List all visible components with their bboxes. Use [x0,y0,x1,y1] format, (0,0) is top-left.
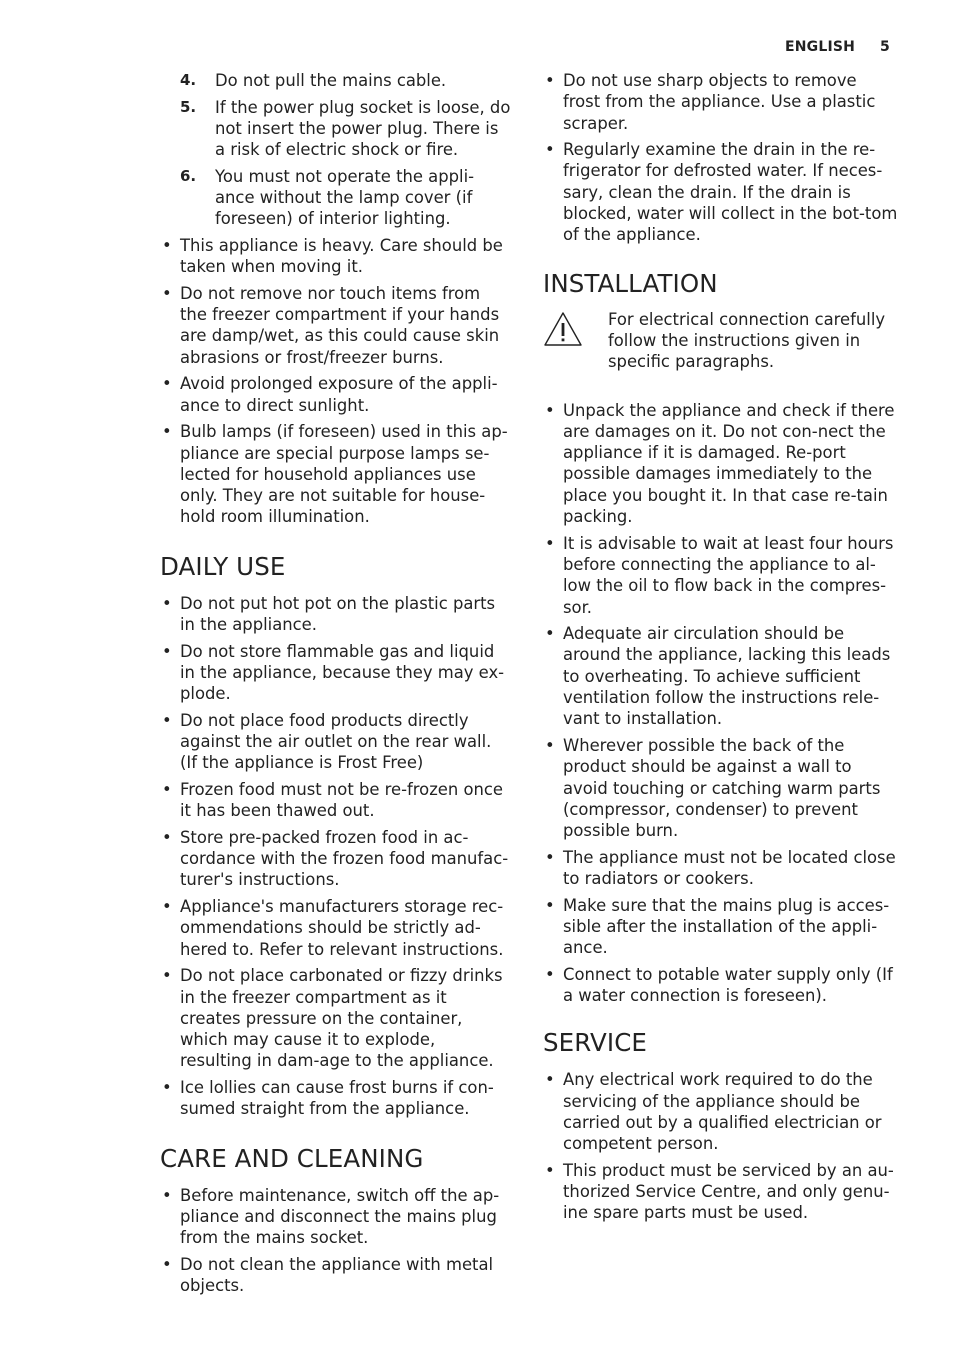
item-text: Do not pull the mains cable. [215,71,447,90]
item-number: 5. [180,97,197,116]
list-item: • Adequate air circulation should be around the appliance, lacking this leads to overheating. To achieve sufficient ventilation follow the instructions rele-vant to installation. [543,623,898,729]
list-item: • Before maintenance, switch off the ap-pliance and disconnect the mains plug from the mains socket. [160,1185,512,1249]
cleaning-continued-list [543,70,898,246]
list-item: • Connect to potable water supply only (If a water connection is foreseen). [543,964,898,1007]
list-item: • Do not clean the appliance with metal objects. [160,1254,512,1297]
numbered-item [180,70,512,91]
list-item: • Bulb lamps (if foreseen) used in this ap-pliance are special purpose lamps se-lected for household appliances use only. They are not suitable for house-hold room illumination. [160,421,512,527]
right-column [543,70,898,1229]
left-column [160,70,512,1302]
list-item: • Avoid prolonged exposure of the appli-ance to direct sunlight. [160,373,512,416]
item-number: 4. [180,71,197,89]
list-item: • Do not remove nor touch items from the freezer compartment if your hands are damp/wet, as this could cause skin abrasions or frost/freezer burns. [160,283,512,368]
safety-bullet-list [160,235,512,528]
list-item: • Ice lollies can cause frost burns if con-sumed straight from the appliance. [160,1077,512,1120]
section-title-service: SERVICE [543,1028,647,1058]
item-text: You must not operate the appli-ance without the lamp cover (if foreseen) of interior lighting. [215,166,475,229]
installation-warning [543,309,898,373]
list-item: • Store pre-packed frozen food in ac-cordance with the frozen food manufac-turer's instructions. [160,827,512,891]
page-number: 5 [880,39,890,55]
list-item: • Do not put hot pot on the plastic parts in the appliance. [160,593,512,636]
list-item: • Unpack the appliance and check if there are damages on it. Do not con-nect the appliance if it is damaged. Re-port possible damages immediately to the place you bought it. In that case re-tain packing. [543,400,898,528]
numbered-item [180,166,512,230]
list-item: • Do not place carbonated or fizzy drinks in the freezer compartment as it creates pressure on the container, which may cause it to explode, resulting in dam-age to the appliance. [160,965,512,1071]
numbered-list [180,70,512,230]
care-cleaning-list [160,1185,512,1297]
item-text: If the power plug socket is loose, do not insert the power plug. There is a risk of electric shock or fire. [215,97,511,160]
installation-list [543,400,898,1007]
numbered-item [180,97,512,161]
list-item: • Wherever possible the back of the product should be against a wall to avoid touching or catching warm parts (compressor, condenser) to prevent possible burn. [543,735,898,841]
list-item: • Regularly examine the drain in the re-frigerator for defrosted water. If neces-sary, clean the drain. If the drain is blocked, water will collect in the bot-tom of the appliance. [543,139,898,245]
list-item: • This product must be serviced by an au-thorized Service Centre, and only genu-ine spare parts must be used. [543,1160,898,1224]
list-item: • Do not place food products directly against the air outlet on the rear wall. (If the appliance is Frost Free) [160,710,512,774]
header-language: ENGLISH [785,39,856,55]
list-item: • Any electrical work required to do the servicing of the appliance should be carried out by a qualified electrician or competent person. [543,1069,898,1154]
service-list [543,1069,898,1223]
section-title-installation: INSTALLATION [543,268,718,298]
page-header [785,39,890,55]
list-item: • Appliance's manufacturers storage rec-ommendations should be strictly ad-hered to. Refer to relevant instructions. [160,896,512,960]
warning-text: For electrical connection carefully follow the instructions given in specific paragraphs. [608,309,886,372]
list-item: • It is advisable to wait at least four hours before connecting the appliance to al-low the oil to flow back in the compres-sor. [543,533,898,618]
list-item: • The appliance must not be located close to radiators or cookers. [543,847,898,890]
item-number: 6. [180,166,197,185]
section-title-daily-use: DAILY USE [160,551,286,581]
list-item: • Make sure that the mains plug is acces-sible after the installation of the appli-ance. [543,895,898,959]
list-item: • This appliance is heavy. Care should be taken when moving it. [160,235,512,278]
list-item: • Frozen food must not be re-frozen once it has been thawed out. [160,779,512,822]
warning-triangle-icon [543,311,583,347]
section-title-care-and-cleaning: CARE AND CLEANING [160,1143,424,1173]
daily-use-list [160,593,512,1120]
list-item: • Do not store flammable gas and liquid in the appliance, because they may ex-plode. [160,641,512,705]
list-item: • Do not use sharp objects to remove frost from the appliance. Use a plastic scraper. [543,70,898,134]
